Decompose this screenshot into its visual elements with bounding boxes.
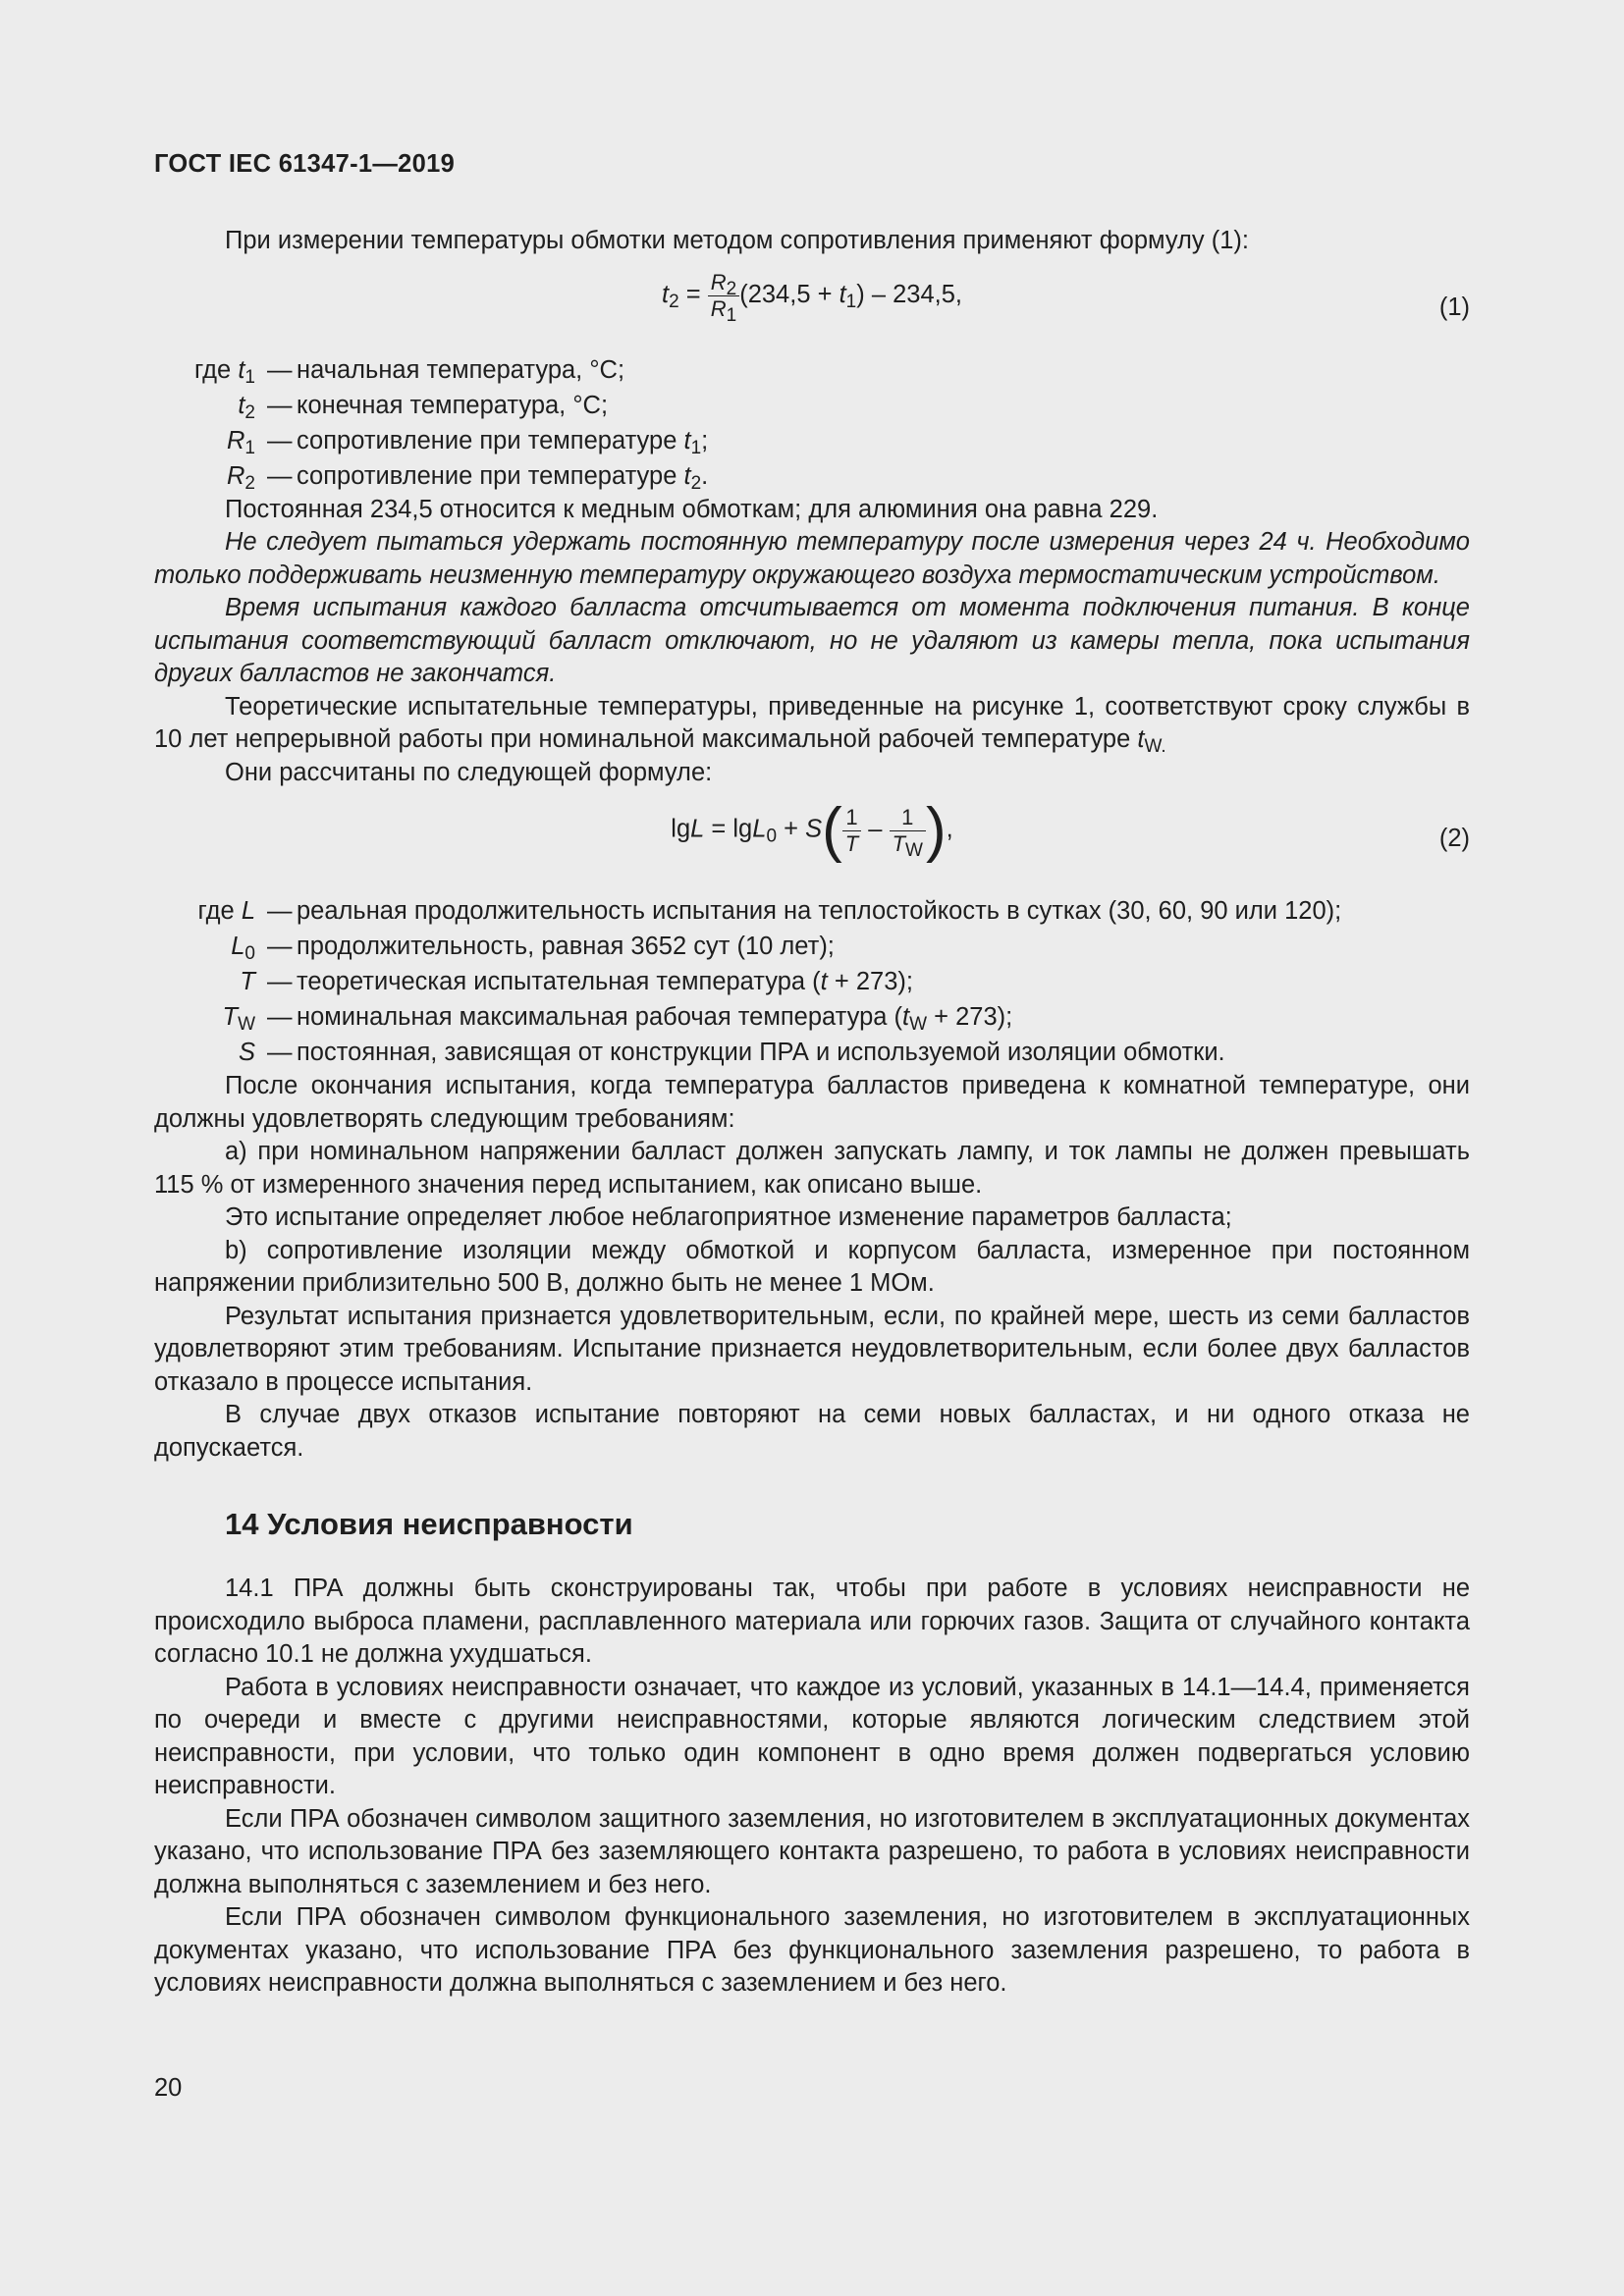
- legend-symbol: где L: [197, 897, 255, 925]
- legend-row: [0, 964, 1470, 999]
- fraction-r2-r1: $\frac{R_2}{R_1}$: [708, 270, 739, 322]
- fraction-1-tw: $\frac{1}{T_W}$: [890, 805, 926, 857]
- legend-dash: —: [267, 391, 293, 419]
- legend-symbol: $T_W$: [222, 1003, 255, 1035]
- legend-description: продолжительность, равная 3652 сут (10 лет);: [297, 933, 835, 960]
- paragraph-req-a: а) при номинальном напряжении балласт должен запускать лампу, и ток лампы не должен превышать 115 % от измеренного значения перед испытанием, как описано выше.: [154, 1138, 1470, 1199]
- legend-description: реальная продолжительность испытания на теплостойкость в сутках (30, 60, 90 или 120);: [297, 897, 1342, 925]
- paragraph-fault-work: Работа в условиях неисправности означает, что каждое из условий, указанных в 14.1—14.4, применяется по очереди и вместе с другими неисправностями, которые являются логическим следствием этой неисправности, при условии, что только один компонент в одно время должен подвергаться условию неисправности.: [154, 1673, 1470, 1799]
- legend-symbol: $L_0$: [231, 933, 255, 964]
- paragraph-constant: Постоянная 234,5 относится к медным обмоткам; для алюминия она равна 229.: [225, 495, 1159, 523]
- paragraph-result: Результат испытания признается удовлетворительным, если, по крайней мере, шесть из семи балластов удовлетворяют этим требованиям. Испытание признается неудовлетворительным, если более двух балластов отказало в процессе испытания.: [154, 1302, 1470, 1396]
- paragraph-req-b: b) сопротивление изоляции между обмоткой и корпусом балласта, измеренное при постоянном напряжении приблизительно 500 В, должно быть не менее 1 МОм.: [154, 1236, 1470, 1297]
- legend-row: [0, 458, 1470, 494]
- legend-symbol: $R_1$: [227, 426, 255, 458]
- legend-row: [0, 352, 1470, 388]
- legend-dash: —: [267, 1039, 293, 1066]
- legend-description: конечная температура, °С;: [297, 391, 609, 419]
- formula-1: $t_2$ = $\frac{R_2}{R_1}$ $(234,5 + t_1) - 234,5$, (1): [662, 269, 1470, 326]
- paragraph-14-1: 14.1 ПРА должны быть сконструированы так, чтобы при работе в условиях неисправности не происходило выброса пламени, расплавленного материала или горючих газов. Защита от случайного контакта согласно 10.1 не должна ухудшаться.: [154, 1575, 1470, 1668]
- fraction-1-t: $\frac{1}{T}$: [842, 805, 861, 857]
- paragraph-intro: При измерении температуры обмотки методом сопротивления применяют формулу (1):: [225, 227, 1250, 254]
- paragraph-functional-earth: Если ПРА обозначен символом функционального заземления, но изготовителем в эксплуатационных документах указано, что использование ПРА без функционального заземления разрешено, то работа в условиях неисправности должна выполняться с заземлением и без него.: [154, 1903, 1470, 1997]
- legend-dash: —: [267, 897, 293, 925]
- paragraph-detect: Это испытание определяет любое неблагоприятное изменение параметров балласта;: [225, 1203, 1232, 1231]
- paragraph-after-test: После окончания испытания, когда температура балластов приведена к комнатной температуре, они должны удовлетворять следующим требованиям:: [154, 1072, 1470, 1133]
- formula-2: lgL = lgL$_0$ + S( $\frac{1}{T}$ – $\frac{1}{T_W}$ ), (2): [671, 796, 1470, 864]
- formula-number-2: (2): [1438, 825, 1470, 852]
- legend-row: [0, 388, 1470, 423]
- legend-dash: —: [267, 426, 293, 454]
- paragraph-protective-earth: Если ПРА обозначен символом защитного заземления, но изготовителем в эксплуатационных документах указано, что использование ПРА без заземляющего контакта разрешено, то работа в условиях неисправности должна выполняться с заземлением и без него.: [154, 1804, 1470, 1898]
- section-heading-14: 14 Условия неисправности: [225, 1507, 633, 1541]
- legend-description: постоянная, зависящая от конструкции ПРА и используемой изоляции обмотки.: [297, 1039, 1225, 1066]
- legend-description: теоретическая испытательная температура (t + 273);: [297, 968, 913, 995]
- legend-row: [0, 893, 1470, 929]
- legend-row: [0, 999, 1470, 1035]
- legend-row: [0, 423, 1470, 458]
- legend-dash: —: [267, 968, 293, 995]
- legend-symbol: S: [238, 1039, 255, 1066]
- legend-symbol: где $t_1$: [194, 355, 255, 388]
- paragraph-theory: Теоретические испытательные температуры, приведенные на рисунке 1, соответствуют сроку службы в 10 лет непрерывной работы при номинальной максимальной рабочей температуре $t_{W.}$: [154, 692, 1470, 757]
- legend-formula-2: [0, 893, 1470, 1070]
- document-header: ГОСТ IEC 61347-1—2019: [154, 150, 456, 178]
- formula-number-1: (1): [1438, 293, 1470, 321]
- legend-symbol: $t_2$: [238, 391, 255, 423]
- legend-description: номинальная максимальная рабочая температура $(t_W + 273)$;: [297, 1003, 1013, 1035]
- legend-row: [0, 1035, 1470, 1070]
- legend-row: [0, 929, 1470, 964]
- paragraph-note-temperature: Не следует пытаться удержать постоянную температуру после измерения через 24 ч. Необходимо только поддерживать неизменную температуру окружающего воздуха термостатическим устройством.: [154, 528, 1470, 589]
- paragraph-repeat: В случае двух отказов испытание повторяют на семи новых балластах, и ни одного отказа не допускается.: [154, 1401, 1470, 1462]
- legend-dash: —: [267, 1003, 293, 1031]
- legend-description: сопротивление при температуре $t_2$.: [297, 461, 709, 494]
- page-content: [154, 225, 1470, 2001]
- legend-dash: —: [267, 933, 293, 960]
- legend-formula-1: [0, 352, 1470, 494]
- legend-dash: —: [267, 461, 293, 490]
- legend-description: сопротивление при температуре $t_1$;: [297, 426, 709, 458]
- legend-dash: —: [267, 355, 293, 384]
- legend-symbol: $R_2$: [227, 461, 255, 494]
- legend-symbol: T: [240, 968, 255, 995]
- paragraph-calc: Они рассчитаны по следующей формуле:: [225, 758, 713, 786]
- page-number: 20: [154, 2074, 183, 2102]
- paragraph-note-duration: Время испытания каждого балласта отсчитывается от момента подключения питания. В конце испытания соответствующий балласт отключают, но не удаляют из камеры тепла, пока испытания других балластов не закончатся.: [154, 594, 1470, 687]
- legend-description: начальная температура, °С;: [297, 355, 625, 384]
